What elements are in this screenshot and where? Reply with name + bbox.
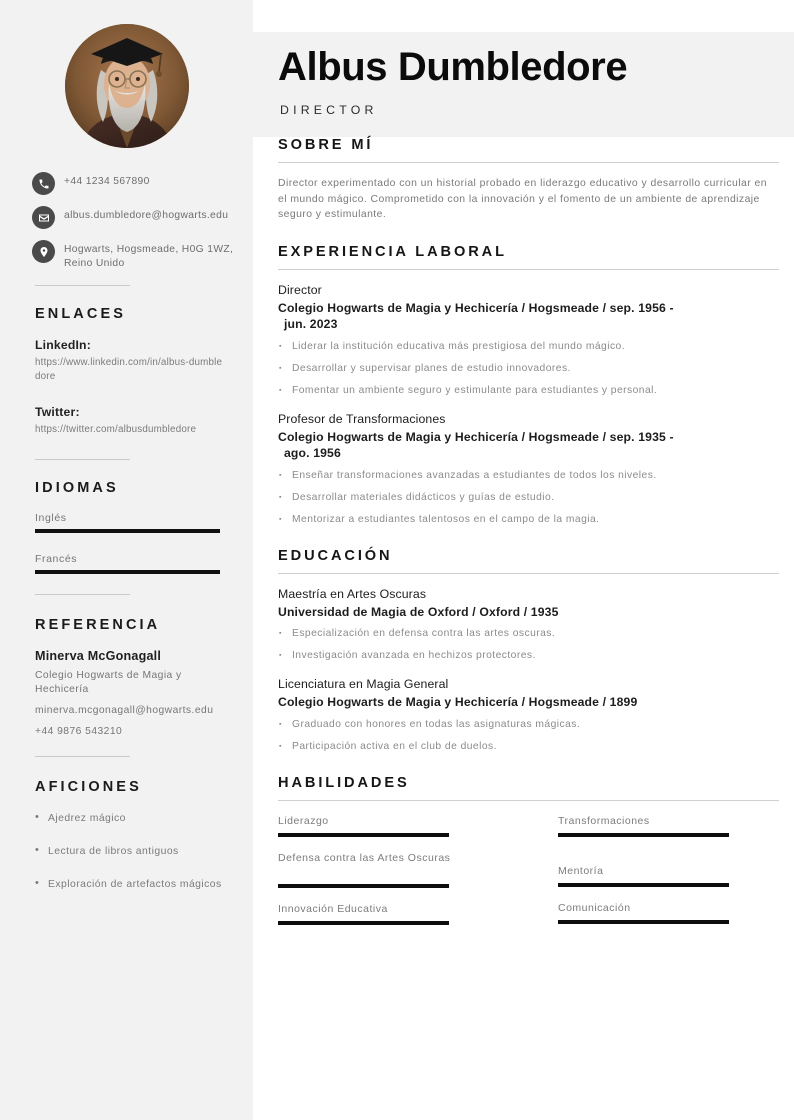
profile-photo-icon — [65, 24, 189, 148]
experience-heading: EXPERIENCIA LABORAL — [278, 243, 507, 260]
skill-level-fill — [278, 833, 449, 837]
section-skills — [278, 775, 779, 939]
skills-column-left — [278, 814, 499, 939]
skill-name: Comunicación — [558, 901, 631, 914]
link-linkedin-label: LinkedIn: — [35, 338, 91, 352]
skill-level-bar — [558, 883, 729, 887]
languages-heading: IDIOMAS — [35, 479, 119, 496]
skill-item — [558, 864, 779, 887]
experience-title: Profesor de Transformaciones — [278, 411, 446, 426]
links-heading: ENLACES — [35, 306, 126, 322]
language-item — [35, 553, 220, 574]
skill-level-bar — [278, 833, 449, 837]
skill-level-bar — [278, 884, 449, 888]
divider — [35, 285, 130, 286]
experience-subtitle — [278, 300, 779, 333]
education-entry — [278, 587, 779, 664]
contact-address[interactable] — [32, 240, 235, 271]
section-rule — [278, 269, 779, 270]
reference-organization: Colegio Hogwarts de Magia y Hechicería — [35, 669, 182, 695]
link-linkedin-url[interactable]: https://www.linkedin.com/in/albus-dumbledore — [35, 357, 223, 382]
sidebar — [0, 0, 253, 1120]
language-name: Inglés — [35, 511, 67, 524]
link-twitter[interactable] — [35, 405, 223, 437]
skill-name: Liderazgo — [278, 814, 329, 827]
divider — [35, 459, 130, 460]
avatar — [65, 24, 189, 148]
skill-item — [278, 814, 499, 837]
experience-bullet: ▪ Desarrollar y supervisar planes de estudio innovadores. — [278, 361, 779, 376]
skill-item — [278, 902, 499, 925]
experience-bullet: ▪ Desarrollar materiales didácticos y guías de estudio. — [278, 490, 779, 505]
education-bullet: ▪ Especialización en defensa contra las artes oscuras. — [278, 626, 779, 641]
experience-bullet: ▪ Mentorizar a estudiantes talentosos en el campo de la magia. — [278, 512, 779, 527]
skill-level-bar — [558, 920, 729, 924]
experience-title: Director — [278, 282, 322, 297]
reference-phone[interactable]: +44 9876 543210 — [35, 725, 123, 737]
skill-level-bar — [278, 921, 449, 925]
skill-name: Mentoría — [558, 864, 604, 877]
skill-level-fill — [558, 920, 729, 924]
contact-phone-text: +44 1234 567890 — [64, 176, 150, 187]
experience-subtitle-line2: ago. 1956 — [284, 446, 341, 460]
experience-bullet: ▪ Fomentar un ambiente seguro y estimulante para estudiantes y personal. — [278, 383, 779, 398]
reference-name: Minerva McGonagall — [35, 648, 162, 663]
reference-email[interactable]: minerva.mcgonagall@hogwarts.edu — [35, 704, 214, 716]
skill-item — [278, 851, 499, 888]
experience-subtitle-line1: Colegio Hogwarts de Magia y Hechicería / Hogsmeade / sep. 1935 - — [278, 429, 674, 444]
about-heading: SOBRE MÍ — [278, 137, 374, 153]
location-icon — [32, 240, 55, 263]
education-bullet: ▪ Participación activa en el club de duelos. — [278, 739, 779, 754]
experience-subtitle-line1: Colegio Hogwarts de Magia y Hechicería / Hogsmeade / sep. 1956 - — [278, 300, 674, 315]
education-subtitle: Universidad de Magia de Oxford / Oxford / 1935 — [278, 604, 559, 619]
main-content — [253, 0, 794, 1120]
contact-email[interactable] — [32, 206, 235, 229]
section-about — [278, 137, 779, 223]
skills-column-right — [558, 814, 779, 939]
hobby-item: • Exploración de artefactos mágicos — [35, 877, 227, 892]
experience-entry — [278, 412, 779, 527]
education-title: Licenciatura en Magia General — [278, 677, 449, 691]
experience-subtitle — [278, 429, 779, 462]
contact-address-text: Hogwarts, Hogsmeade, H0G 1WZ, Reino Unido — [64, 244, 234, 269]
hobby-item: • Lectura de libros antiguos — [35, 844, 227, 859]
education-subtitle: Colegio Hogwarts de Magia y Hechicería / Hogsmeade / 1899 — [278, 695, 638, 709]
language-level-fill — [35, 570, 220, 574]
experience-bullet: ▪ Liderar la institución educativa más prestigiosa del mundo mágico. — [278, 339, 779, 354]
skill-level-fill — [558, 883, 729, 887]
section-experience — [278, 244, 779, 527]
language-name: Francés — [35, 552, 78, 565]
divider — [35, 756, 130, 757]
email-icon — [32, 206, 55, 229]
reference-heading: REFERENCIA — [35, 616, 161, 633]
education-bullet: ▪ Investigación avanzada en hechizos protectores. — [278, 648, 779, 663]
skill-item — [558, 901, 779, 924]
language-level-fill — [35, 529, 220, 533]
hobby-item: • Ajedrez mágico — [35, 811, 227, 826]
language-level-bar — [35, 529, 220, 533]
phone-icon — [32, 172, 55, 195]
skill-name: Defensa contra las Artes Oscuras — [278, 851, 451, 864]
skill-level-fill — [278, 921, 449, 925]
about-text: Director experimentado con un historial probado en liderazgo educativo y desarrollo curricular en el mundo mágico. Comprometido con la innovación y el fomento de un ambiente de aprendizaje seguro y estimulante. — [278, 178, 767, 220]
contact-email-text: albus.dumbledore@hogwarts.edu — [64, 210, 229, 221]
skills-grid — [278, 814, 779, 939]
section-rule — [278, 800, 779, 801]
header-band — [253, 32, 794, 137]
link-linkedin[interactable] — [35, 338, 223, 383]
link-twitter-label: Twitter: — [35, 405, 80, 419]
experience-entry — [278, 283, 779, 398]
language-item — [35, 512, 220, 533]
skill-name: Innovación Educativa — [278, 902, 388, 915]
language-level-bar — [35, 570, 220, 574]
section-rule — [278, 573, 779, 574]
contact-list — [0, 172, 253, 271]
sections-container — [253, 137, 794, 960]
experience-subtitle-line2: jun. 2023 — [284, 317, 338, 331]
hobbies-heading: AFICIONES — [35, 778, 142, 795]
divider — [35, 594, 130, 595]
education-entry — [278, 677, 779, 754]
section-education — [278, 548, 779, 754]
skill-name: Transformaciones — [558, 814, 650, 827]
job-role: DIRECTOR — [280, 103, 378, 117]
skill-level-bar — [558, 833, 729, 837]
experience-bullet: ▪ Enseñar transformaciones avanzadas a estudiantes de todos los niveles. — [278, 468, 779, 483]
page-title: Albus Dumbledore — [278, 45, 628, 89]
skills-heading: HABILIDADES — [278, 774, 410, 791]
contact-phone[interactable] — [32, 172, 235, 195]
education-title: Maestría en Artes Oscuras — [278, 586, 427, 601]
link-twitter-url[interactable]: https://twitter.com/albusdumbledore — [35, 424, 197, 435]
education-bullet: ▪ Graduado con honores en todas las asignaturas mágicas. — [278, 717, 779, 732]
section-rule — [278, 162, 779, 163]
skill-item — [558, 814, 779, 837]
skill-level-fill — [558, 833, 729, 837]
avatar-container — [0, 0, 253, 148]
skill-level-fill — [278, 884, 449, 888]
education-heading: EDUCACIÓN — [278, 547, 393, 564]
